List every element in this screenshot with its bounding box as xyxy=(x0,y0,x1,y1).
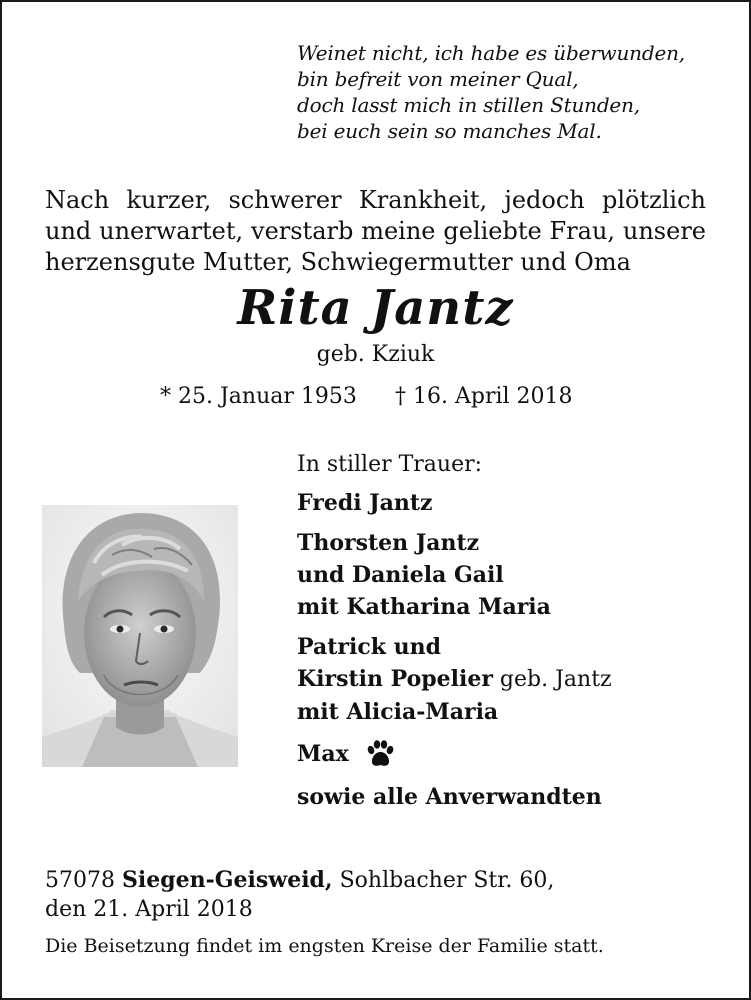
notice-date: den 21. April 2018 xyxy=(45,897,253,922)
mourner-name: Kirstin Popelier xyxy=(297,666,493,692)
announcement-line: herzensgute Mutter, Schwiegermutter und Oma xyxy=(45,248,631,276)
address-line xyxy=(45,866,705,895)
mourner-name: mit Alicia-Maria xyxy=(297,699,499,725)
mourner-group xyxy=(297,487,717,519)
burial-notice: Die Beisetzung findet im engsten Kreise der Familie statt. xyxy=(45,935,604,957)
mourners-heading: In stiller Trauer: xyxy=(297,452,483,477)
deceased-name: Rita Jantz xyxy=(237,280,514,336)
paw-icon xyxy=(365,739,395,769)
mourners-list xyxy=(297,450,717,810)
mourner-name: Patrick und xyxy=(297,634,441,660)
mourner-name-line xyxy=(297,663,717,696)
mourner-maiden-name: geb. Jantz xyxy=(492,667,612,692)
poem xyxy=(297,40,727,144)
maiden-name: geb. Kziuk xyxy=(316,342,435,367)
street: Sohlbacher Str. 60, xyxy=(332,868,555,893)
city: Siegen-Geisweid, xyxy=(121,867,333,893)
mourner-name: und Daniela Gail xyxy=(297,562,504,588)
mourner-name: mit Katharina Maria xyxy=(297,594,551,620)
address-block xyxy=(45,866,705,924)
birth-date: * 25. Januar 1953 xyxy=(160,384,357,409)
poem-line: bei euch sein so manches Mal. xyxy=(297,119,602,143)
death-date: † 16. April 2018 xyxy=(395,384,573,409)
announcement-text xyxy=(45,185,706,278)
poem-line: Weinet nicht, ich habe es überwunden, xyxy=(297,41,685,65)
pet-row xyxy=(297,736,717,772)
portrait-photo xyxy=(42,505,238,767)
pet-name: Max xyxy=(297,741,349,767)
mourner-group xyxy=(297,631,717,728)
poem-line: bin befreit von meiner Qual, xyxy=(297,67,579,91)
mourner-group xyxy=(297,527,717,623)
announcement-line: und unerwartet, verstarb meine geliebte Frau, unsere xyxy=(45,217,706,245)
relatives-line: sowie alle Anverwandten xyxy=(297,784,602,810)
poem-line: doch lasst mich in stillen Stunden, xyxy=(297,93,640,117)
mourner-name: Fredi Jantz xyxy=(297,490,433,516)
announcement-line: Nach kurzer, schwerer Krankheit, jedoch plötzlich xyxy=(45,186,706,214)
postal-code: 57078 xyxy=(45,868,122,893)
mourner-name: Thorsten Jantz xyxy=(297,530,480,556)
